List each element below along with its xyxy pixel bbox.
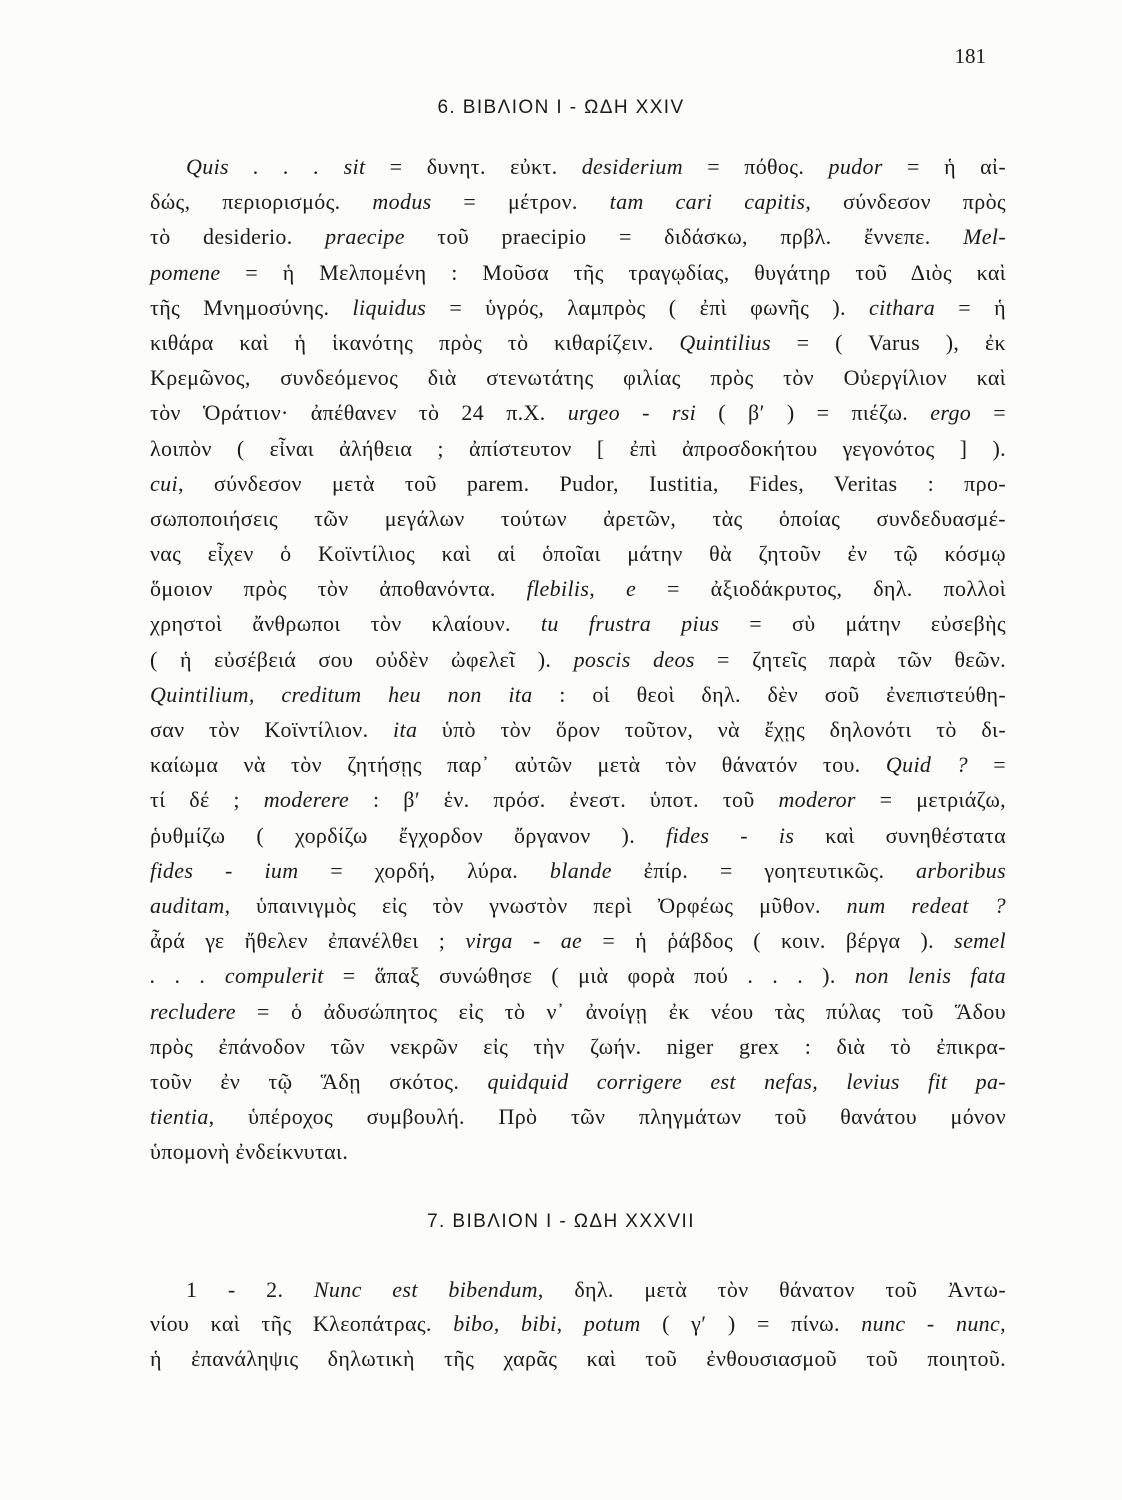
text-line xyxy=(150,360,1006,395)
latin-term: virga - ae xyxy=(465,928,583,954)
latin-term: moderor xyxy=(778,787,856,813)
text-line xyxy=(150,606,1006,641)
text-line xyxy=(150,184,1006,219)
latin-term: nunc - nunc xyxy=(861,1311,1001,1337)
latin-term: pudor xyxy=(828,154,883,179)
commentary-text: ὅμοιον πρὸς τὸν ἀποθανόντα. xyxy=(150,576,527,602)
commentary-text: = δυνητ. εὐκτ. xyxy=(365,154,582,179)
commentary-text: ἆρά γε ἤθελεν ἐπανέλθει ; xyxy=(150,928,466,954)
commentary-text: = xyxy=(971,400,1007,426)
text-line xyxy=(150,431,1006,466)
commentary-text: = ἅπαξ συνώθησε ( μιὰ φορὰ πού . . . ). xyxy=(323,963,855,989)
commentary-text: = ἡ xyxy=(935,294,1007,320)
commentary-text: , σύνδεσον μετὰ τοῦ parem. Pudor, Iustitia, Fides, Veritas : προ- xyxy=(177,470,1006,496)
latin-term: liquidus xyxy=(352,294,427,320)
latin-term: flebilis, e xyxy=(526,576,637,602)
latin-term: Nunc est bibendum xyxy=(313,1277,538,1302)
commentary-text: 1 - 2. xyxy=(186,1277,314,1302)
latin-term: fides - is xyxy=(666,822,795,848)
latin-term: bibo, bibi, potum xyxy=(453,1311,641,1337)
commentary-text: = ζητεῖς παρὰ τῶν θεῶν. xyxy=(694,646,1006,672)
text-line xyxy=(150,290,1006,325)
commentary-text: : β′ ἑν. πρόσ. ἐνεστ. ὑποτ. τοῦ xyxy=(349,787,779,813)
commentary-text: τὸν Ὁράτιον· ἀπέθανεν τὸ 24 π.Χ. xyxy=(150,400,568,426)
latin-term: Quid ? xyxy=(885,752,968,778)
section-body xyxy=(150,149,1006,1169)
latin-term: praecipe xyxy=(325,224,405,250)
latin-term: fides - ium xyxy=(150,857,299,883)
commentary-text: , xyxy=(1000,1311,1007,1337)
text-line xyxy=(150,149,1006,184)
text-line xyxy=(150,219,1006,254)
commentary-text: = μέτρον. xyxy=(431,189,610,215)
section-heading: 6. ΒΙΒΛΙΟΝ Ι - ΩΔΗ XXIV xyxy=(437,97,685,118)
text-line xyxy=(150,677,1006,712)
text-line xyxy=(150,888,1006,923)
latin-term: recludere xyxy=(150,998,236,1024)
commentary-text: : οἱ θεοὶ δηλ. δὲν σοῦ ἐνεπιστεύθη- xyxy=(532,681,1006,707)
commentary-text: = μετριάζω, xyxy=(855,787,1006,813)
commentary-text: = χορδή, λύρα. xyxy=(298,857,550,883)
latin-term: Quis . . . sit xyxy=(186,154,366,179)
text-line xyxy=(150,1099,1006,1134)
text-line xyxy=(150,782,1006,817)
commentary-text: , ὑπαινιγμὸς εἰς τὸν γνωστὸν περὶ Ὀρφέως μῦθον. xyxy=(224,892,847,918)
latin-term: Quintilium, creditum heu non ita xyxy=(150,681,533,707)
commentary-text: = ( Varus ), ἐκ xyxy=(770,329,1006,355)
commentary-text: καὶ συνηθέστατα xyxy=(794,822,1006,848)
commentary-text: λοιπὸν ( εἶναι ἀλήθεια ; ἀπίστευτον [ ἐπὶ ἀπροσδοκήτου γεγονότος ] ). xyxy=(150,435,1006,461)
latin-term: pomene xyxy=(150,259,221,285)
commentary-text: , δηλ. μετὰ τὸν θάνατον τοῦ Ἀντω- xyxy=(537,1277,1006,1302)
latin-term: poscis deos xyxy=(573,646,695,672)
latin-term: auditam xyxy=(150,892,225,918)
commentary-text: ῥυθμίζω ( χορδίζω ἔγχορδον ὄργανον ). xyxy=(150,822,666,848)
latin-term: tam cari capitis xyxy=(609,189,806,215)
latin-term: . . . compulerit xyxy=(150,963,324,989)
commentary-text: ὑπομονὴ ἐνδείκνυται. xyxy=(150,1139,349,1165)
text-line xyxy=(150,536,1006,571)
commentary-text: ἡ ἐπανάληψις δηλωτικὴ τῆς χαρᾶς καὶ τοῦ ἐνθουσιασμοῦ τοῦ ποιητοῦ. xyxy=(150,1345,1006,1371)
latin-term: non lenis fata xyxy=(854,963,1006,989)
commentary-text: = ὁ ἀδυσώπητος εἰς τὸ ν᾽ ἀνοίγῃ ἐκ νέου τὰς πύλας τοῦ Ἅδου xyxy=(235,998,1006,1024)
commentary-text: τί δέ ; xyxy=(150,787,264,813)
latin-term: ita xyxy=(393,717,418,742)
commentary-text: = ἡ ῥάβδος ( κοιν. βέργα ). xyxy=(582,928,955,954)
page-number: 181 xyxy=(954,44,986,68)
text-line xyxy=(150,501,1006,536)
text-line xyxy=(150,994,1006,1029)
commentary-text: ( γ′ ) = πίνω. xyxy=(640,1311,862,1337)
text-line xyxy=(150,395,1006,430)
commentary-text: = xyxy=(967,752,1007,778)
commentary-text: ἐπίρ. = γοητευτικῶς. xyxy=(611,857,917,883)
commentary-text: νίου καὶ τῆς Κλεοπάτρας. xyxy=(150,1311,454,1337)
text-line xyxy=(150,1134,1006,1169)
commentary-text: = ἀξιοδάκρυτος, δηλ. πολλοὶ xyxy=(636,576,1006,602)
text-line xyxy=(150,818,1006,853)
section-heading: 7. ΒΙΒΛΙΟΝ Ι - ΩΔΗ XXXVII xyxy=(427,1211,695,1232)
section-body xyxy=(150,1273,1006,1376)
commentary-text: κιθάρα καὶ ἡ ἱκανότης πρὸς τὸ κιθαρίζειν. xyxy=(150,329,680,355)
text-line xyxy=(150,853,1006,888)
commentary-text: δώς, περιορισμός. xyxy=(150,189,373,215)
text-line xyxy=(150,1307,1006,1341)
commentary-text: ( β′ ) = πιέζω. xyxy=(696,400,931,426)
commentary-text: καίωμα νὰ τὸν ζητήσῃς παρ᾽ αὐτῶν μετὰ τὸν θάνατόν του. xyxy=(150,752,886,778)
latin-term: num redeat ? xyxy=(846,892,1006,918)
commentary-text: ὑπὸ τὸν ὅρον τοῦτον, νὰ ἔχῃς δηλονότι τὸ δι- xyxy=(417,717,1006,742)
text-line xyxy=(150,325,1006,360)
latin-term: blande xyxy=(549,857,612,883)
commentary-text: τοῦν ἐν τῷ Ἅδῃ σκότος. xyxy=(150,1068,488,1094)
text-line xyxy=(150,747,1006,782)
commentary-text: τὸ desiderio. xyxy=(150,224,326,250)
latin-term: Mel- xyxy=(963,224,1006,250)
commentary-text: τῆς Μνημοσύνης. xyxy=(150,294,353,320)
latin-term: modus xyxy=(372,189,432,215)
text-line xyxy=(150,1064,1006,1099)
text-line xyxy=(150,712,1006,747)
latin-term: Quintilius xyxy=(679,329,771,355)
latin-term: tu frustra pius xyxy=(540,611,720,637)
commentary-text: = ὑγρός, λαμπρὸς ( ἐπὶ φωνῆς ). xyxy=(426,294,870,320)
commentary-text: ( ἡ εὐσέβειά σου οὐδὲν ὠφελεῖ ). xyxy=(150,646,574,672)
text-line xyxy=(150,958,1006,993)
latin-term: tientia xyxy=(150,1104,209,1130)
commentary-text: πρὸς ἐπάνοδον τῶν νεκρῶν εἰς τὴν ζωήν. niger grex : διὰ τὸ ἐπικρα- xyxy=(150,1033,1006,1059)
commentary-text: = πόθος. xyxy=(682,154,829,179)
latin-term: cithara xyxy=(869,294,936,320)
text-line xyxy=(150,1029,1006,1064)
latin-term: ergo xyxy=(930,400,972,426)
text-line xyxy=(150,571,1006,606)
latin-term: arboribus xyxy=(916,857,1006,883)
latin-term: urgeo - rsi xyxy=(567,400,697,426)
text-line xyxy=(150,642,1006,677)
commentary-text: , ὑπέροχος συμβουλή. Πρὸ τῶν πληγμάτων τοῦ θανάτου μόνον xyxy=(208,1104,1006,1130)
commentary-text: νας εἶχεν ὁ Κοϊντίλιος καὶ αἱ ὁποῖαι μάτην θὰ ζητοῦν ἐν τῷ κόσμῳ xyxy=(150,541,1006,567)
commentary-text: , σύνδεσον πρὸς xyxy=(805,189,1006,215)
text-line xyxy=(150,466,1006,501)
commentary-text: σαν τὸν Κοϊντίλιον. xyxy=(150,717,394,742)
commentary-text: = ἡ αἰ- xyxy=(882,154,1007,179)
latin-term: desiderium xyxy=(581,154,683,179)
text-line xyxy=(150,255,1006,290)
commentary-text: χρηστοὶ ἄνθρωποι τὸν κλαίουν. xyxy=(150,611,541,637)
commentary-text: = ἡ Μελπομένη : Μοῦσα τῆς τραγῳδίας, θυγάτηρ τοῦ Διὸς καὶ xyxy=(220,259,1006,285)
text-line xyxy=(150,923,1006,958)
commentary-text: τοῦ praecipio = διδάσκω, πρβλ. ἔννεπε. xyxy=(404,224,964,250)
latin-term: cui xyxy=(150,470,178,496)
commentary-text: Κρεμῶνος, συνδεόμενος διὰ στενωτάτης φιλίας πρὸς τὸν Οὐεργίλιον καὶ xyxy=(150,365,1006,391)
commentary-text: = σὺ μάτην εὐσεβὴς xyxy=(719,611,1006,637)
latin-term: quidquid corrigere est nefas, levius fit pa- xyxy=(487,1068,1006,1094)
commentary-text: σωποποιήσεις τῶν μεγάλων τούτων ἀρετῶν, τὰς ὁποίας συνδεδυασμέ- xyxy=(150,505,1006,531)
latin-term: semel xyxy=(954,928,1006,954)
text-line xyxy=(150,1342,1006,1376)
text-line xyxy=(150,1273,1006,1307)
latin-term: moderere xyxy=(263,787,350,813)
